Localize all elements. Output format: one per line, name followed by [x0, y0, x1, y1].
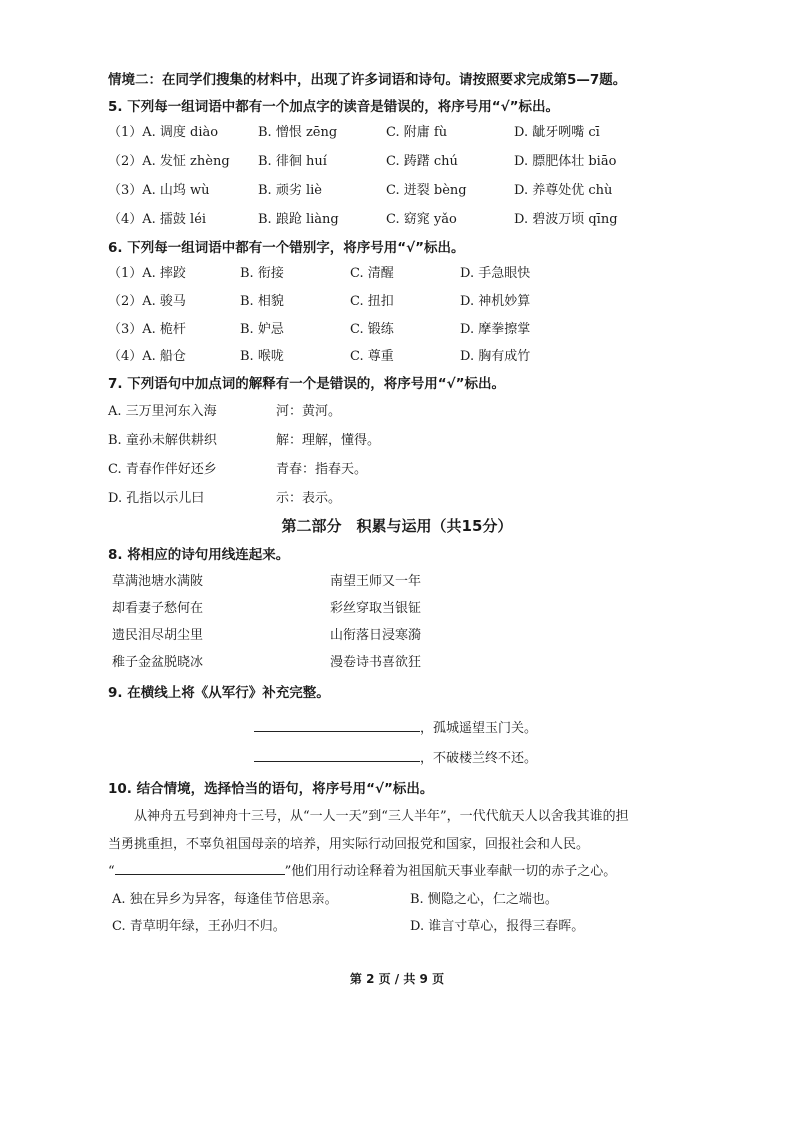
- poem-line-2: [254, 747, 537, 766]
- answer-blank[interactable]: [254, 749, 420, 762]
- scenario-intro: 情境二：在同学们搜集的材料中，出现了许多词语和诗句。请按照要求完成第5—7题。: [108, 72, 627, 88]
- section-heading: 第二部分 积累与运用（共15分）: [281, 517, 513, 535]
- explanation-cell: 示：表示。: [276, 491, 342, 506]
- option-cell: D. 神机妙算: [460, 294, 531, 309]
- option-cell: D. 孔指以示儿曰: [108, 491, 205, 506]
- option-cell: C. 迸裂 bèng: [386, 183, 467, 198]
- option-cell: B. 妒忌: [240, 322, 284, 337]
- left-verse: 草满池塘水满陂: [112, 574, 204, 589]
- question-9-stem: 9. 在横线上将《从军行》补充完整。: [108, 685, 330, 701]
- open-quote: “: [108, 864, 115, 879]
- option-cell: C. 锻练: [350, 322, 394, 337]
- option-cell: C. 青草明年绿，王孙归不归。: [112, 919, 286, 934]
- option-cell: C. 附庸 fù: [386, 125, 448, 140]
- option-cell: D. 胸有成竹: [460, 349, 531, 364]
- option-cell: C. 尊重: [350, 349, 394, 364]
- right-verse: 漫卷诗书喜欲狂: [330, 655, 422, 670]
- option-cell: C. 清醒: [350, 266, 394, 281]
- page-number: 第 2 页 / 共 9 页: [349, 972, 445, 986]
- option-cell: D. 手急眼快: [460, 266, 531, 281]
- option-cell: （4）A. 擂鼓 léi: [108, 212, 207, 227]
- option-cell: （3）A. 桅杆: [108, 322, 186, 337]
- poem-text: ，孤城遥望玉门关。: [420, 721, 538, 736]
- question-7-stem: 7. 下列语句中加点词的解释有一个是错误的，将序号用“√”标出。: [108, 376, 505, 392]
- option-cell: A. 独在异乡为异客，每逢佳节倍思亲。: [112, 892, 338, 907]
- option-cell: （4）A. 船仓: [108, 349, 186, 364]
- option-cell: B. 喉咙: [240, 349, 284, 364]
- option-cell: D. 谁言寸草心，报得三春晖。: [410, 919, 585, 934]
- option-cell: D. 摩拳擦掌: [460, 322, 531, 337]
- option-cell: A. 三万里河东入海: [108, 404, 217, 419]
- option-cell: （2）A. 骏马: [108, 294, 186, 309]
- passage-line: 从神舟五号到神舟十三号，从“一人一天”到“三人半年”，一代代航天人以舍我其谁的担: [134, 809, 629, 824]
- option-cell: C. 扭扣: [350, 294, 394, 309]
- option-cell: B. 憎恨 zēng: [258, 125, 338, 140]
- option-cell: D. 龇牙咧嘴 cī: [514, 125, 600, 140]
- option-cell: B. 顽劣 liè: [258, 183, 322, 198]
- passage-line: 当勇挑重担，不辜负祖国母亲的培养，用实际行动回报党和国家，回报社会和人民。: [108, 837, 590, 852]
- option-cell: B. 踉跄 liàng: [258, 212, 339, 227]
- option-cell: D. 碧波万顷 qīng: [514, 212, 618, 227]
- option-cell: B. 徘徊 huí: [258, 154, 327, 169]
- option-cell: D. 膘肥体壮 biāo: [514, 154, 617, 169]
- poem-text: ，不破楼兰终不还。: [420, 751, 538, 766]
- option-cell: （1）A. 摔跤: [108, 266, 186, 281]
- question-6-stem: 6. 下列每一组词语中都有一个错别字，将序号用“√”标出。: [108, 240, 465, 256]
- option-cell: D. 养尊处优 chù: [514, 183, 613, 198]
- passage-text: ”他们用行动诠释着为祖国航天事业奉献一切的赤子之心。: [284, 864, 617, 879]
- right-verse: 彩丝穿取当银钲: [330, 601, 422, 616]
- answer-blank[interactable]: [254, 719, 420, 732]
- option-cell: B. 相貌: [240, 294, 284, 309]
- left-verse: 稚子金盆脱晓冰: [112, 655, 204, 670]
- right-verse: 南望王师又一年: [330, 574, 422, 589]
- option-cell: C. 青春作伴好还乡: [108, 462, 217, 477]
- left-verse: 遗民泪尽胡尘里: [112, 628, 204, 643]
- right-verse: 山衔落日浸寒漪: [330, 628, 422, 643]
- left-verse: 却看妻子愁何在: [112, 601, 204, 616]
- explanation-cell: 青春：指春天。: [276, 462, 368, 477]
- option-cell: B. 衔接: [240, 266, 284, 281]
- option-cell: B. 童孙未解供耕织: [108, 433, 217, 448]
- question-8-stem: 8. 将相应的诗句用线连起来。: [108, 547, 290, 563]
- question-10-stem: 10. 结合情境，选择恰当的语句，将序号用“√”标出。: [108, 781, 434, 797]
- option-cell: （3）A. 山坞 wù: [108, 183, 210, 198]
- question-5-stem: 5. 下列每一组词语中都有一个加点字的读音是错误的，将序号用“√”标出。: [108, 99, 559, 115]
- explanation-cell: 解：理解，懂得。: [276, 433, 381, 448]
- answer-blank[interactable]: [115, 862, 285, 875]
- explanation-cell: 河：黄河。: [276, 404, 342, 419]
- option-cell: C. 踌躇 chú: [386, 154, 458, 169]
- passage-line: [108, 860, 616, 879]
- option-cell: B. 恻隐之心，仁之端也。: [410, 892, 558, 907]
- option-cell: （2）A. 发怔 zhèng: [108, 154, 230, 169]
- option-cell: （1）A. 调度 diào: [108, 125, 219, 140]
- option-cell: C. 窈窕 yǎo: [386, 212, 457, 227]
- poem-line-1: [254, 717, 537, 736]
